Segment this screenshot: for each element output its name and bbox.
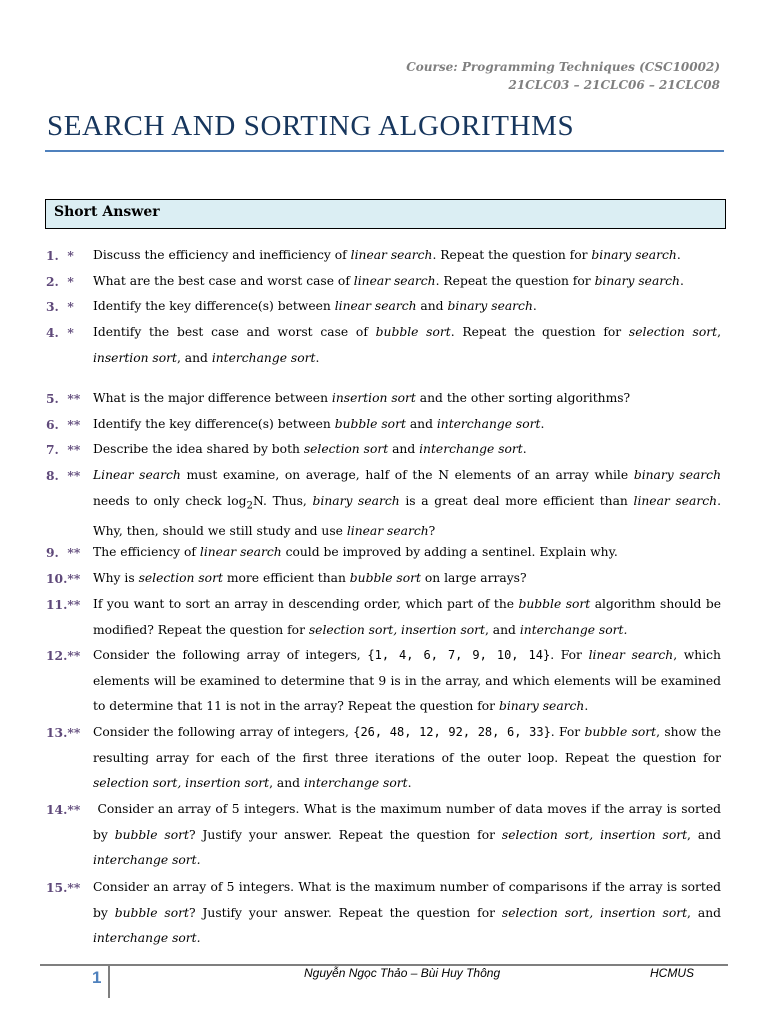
question-number: 10.**	[46, 571, 81, 586]
question-text: Identify the key difference(s) between bubble sort and interchange sort.	[93, 417, 545, 431]
page-title: SEARCH AND SORTING ALGORITHMS	[47, 110, 575, 142]
question-text: Consider an array of 5 integers. What is the maximum number of data moves if the array is sorted by bubble sort? Justify your answer. Repeat the question for selection sort, insertion sort, and interchange sort.	[93, 802, 721, 868]
question-text: Discuss the efficiency and inefficiency of linear search. Repeat the question for binary search.	[93, 248, 681, 262]
question-text: Describe the idea shared by both selection sort and interchange sort.	[93, 442, 527, 456]
question-text: What is the major difference between insertion sort and the other sorting algorithms?	[93, 391, 631, 405]
question-text: What are the best case and worst case of linear search. Repeat the question for binary search.	[93, 274, 684, 288]
section-title: Short Answer	[54, 204, 160, 220]
question-text: Linear search must examine, on average, half of the N elements of an array while binary search needs to only check $\log_2N$. Thus, binary search is a great deal more efficient than linear search. Why, then, should we still study and use linear search?	[93, 468, 721, 538]
question-text: Consider an array of 5 integers. What is the maximum number of comparisons if the array is sorted by bubble sort? Justify your answer. Repeat the question for selection sort, insertion sort, and interchange sort.	[93, 880, 721, 946]
question-number: 3. *	[46, 299, 74, 314]
question-text: Identify the key difference(s) between linear search and binary search.	[93, 299, 537, 313]
question-number: 2. *	[46, 274, 74, 289]
question-text: Consider the following array of integers, {1, 4, 6, 7, 9, 10, 14}. For linear search, which elements will be examined to determine that 9 is in the array, and which elements will be examined to determine that 11 is not in the array? Repeat the question for binary search.	[93, 648, 721, 714]
question-text: Identify the best case and worst case of bubble sort. Repeat the question for selection sort, insertion sort, and interchange sort.	[93, 325, 722, 365]
question-text: Consider the following array of integers, {26, 48, 12, 92, 28, 6, 33}. For bubble sort, show the resulting array for each of the first three iterations of the outer loop. Repeat the question for selection sort, insertion sort, and interchange sort.	[93, 725, 721, 791]
footer-page-divider	[108, 966, 110, 998]
footer-organization: HCMUS	[650, 966, 694, 980]
question-number: 9. **	[46, 545, 81, 560]
question-number: 15.**	[46, 880, 81, 895]
page-number: 1	[92, 968, 102, 987]
title-underline	[45, 150, 724, 152]
question-text: If you want to sort an array in descending order, which part of the bubble sort algorithm should be modified? Repeat the question for selection sort, insertion sort, and interchange sort.	[93, 597, 722, 637]
question-number: 6. **	[46, 417, 81, 432]
question-number: 7. **	[46, 442, 81, 457]
question-number: 1. *	[46, 248, 74, 263]
course-header	[406, 58, 720, 94]
question-number: 14.**	[46, 802, 81, 817]
question-number: 5. **	[46, 391, 81, 406]
question-number: 13.**	[46, 725, 81, 740]
question-text: The efficiency of linear search could be improved by adding a sentinel. Explain why.	[93, 545, 618, 559]
question-number: 4. *	[46, 325, 74, 340]
question-number: 8. **	[46, 468, 81, 483]
question-text: Why is selection sort more efficient than bubble sort on large arrays?	[93, 571, 527, 585]
question-number: 12.**	[46, 648, 81, 663]
question-number: 11.**	[46, 597, 81, 612]
footer-authors: Nguyễn Ngọc Thảo – Bùi Huy Thông	[304, 966, 501, 980]
classes-line: 21CLC03 – 21CLC06 – 21CLC08	[508, 78, 720, 92]
course-line: Course: Programming Techniques (CSC10002)	[406, 60, 720, 74]
section-header-box	[45, 199, 726, 229]
